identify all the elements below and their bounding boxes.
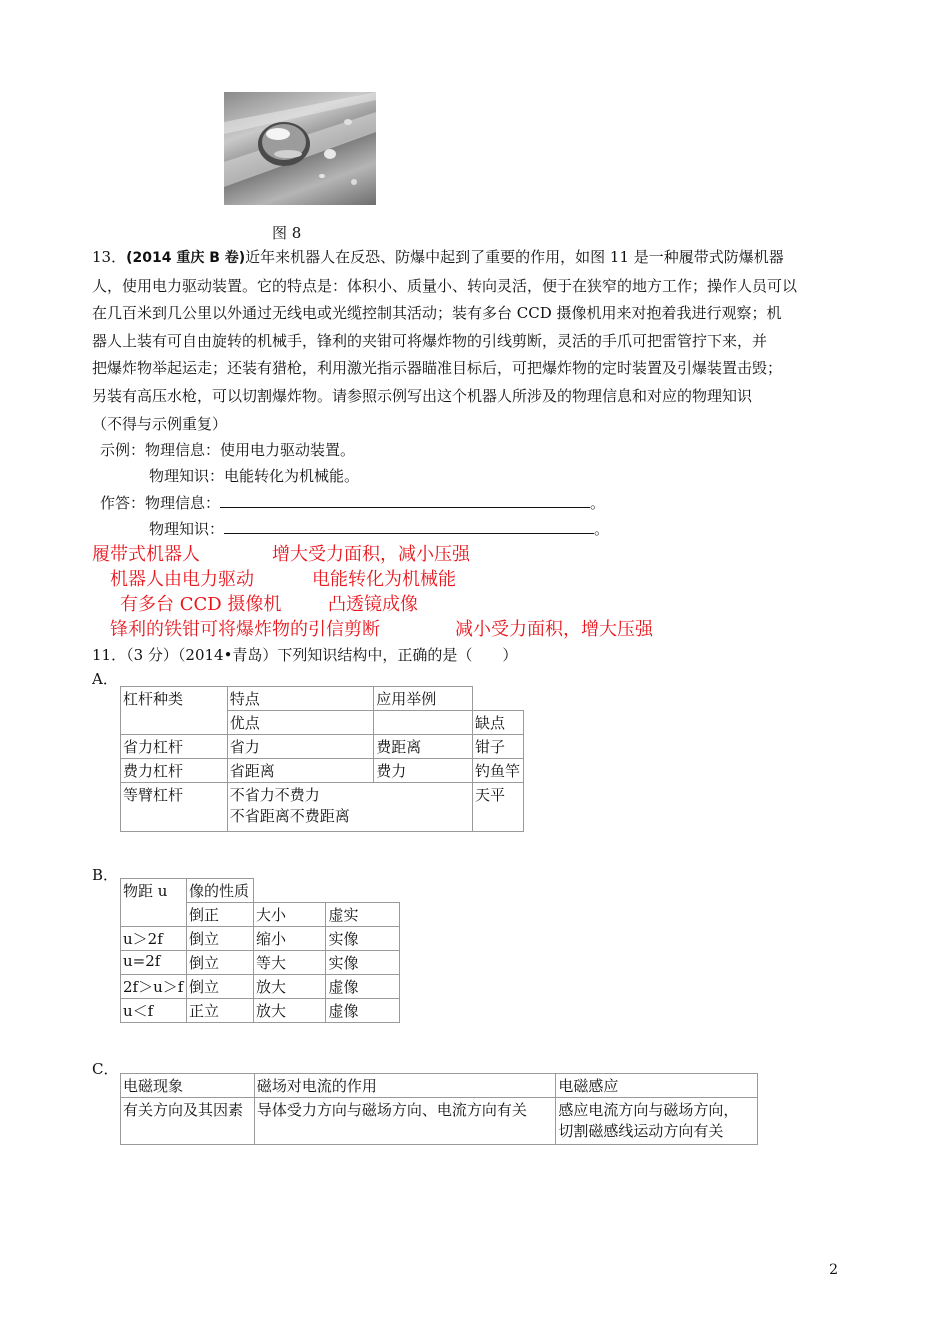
q13-line-5: 把爆炸物举起运走；还装有猎枪，利用激光指示器瞄准目标后，可把爆炸物的定时装置及引爆装置击毁； xyxy=(92,359,783,378)
lever-header-empty xyxy=(472,687,523,711)
table-cell: 倒立 xyxy=(186,975,253,999)
table-cell: 费力 xyxy=(374,759,473,783)
table-cell: 倒立 xyxy=(186,927,253,951)
lever-header-example: 应用举例 xyxy=(374,687,473,711)
answer-knowledge-line: 物理知识： 。 xyxy=(149,516,609,542)
table-row xyxy=(121,735,524,759)
table-row xyxy=(121,759,524,783)
table-cell: 天平 xyxy=(472,783,523,832)
table-row xyxy=(121,927,400,951)
lever-header-type: 杠杆种类 xyxy=(121,687,228,735)
table-cell: 不省力不费力 不省距离不费距离 xyxy=(227,783,472,832)
answer-2-knowledge: 电能转化为机械能 xyxy=(312,569,456,590)
table-cell: 实像 xyxy=(326,951,400,975)
figure-caption: 图 8 xyxy=(272,224,302,242)
answer-2-info: 机器人由电力驱动 xyxy=(110,569,254,590)
answer-3-knowledge: 凸透镜成像 xyxy=(328,594,418,615)
lens-table xyxy=(120,878,400,1023)
answer-1-knowledge: 增大受力面积，减小压强 xyxy=(272,544,470,565)
table-cell: 费力杠杆 xyxy=(121,759,228,783)
table-row xyxy=(121,783,524,832)
em-header-phenomenon: 电磁现象 xyxy=(121,1074,255,1098)
water-droplet-photo xyxy=(224,92,376,205)
example-knowledge-line: 物理知识：电能转化为机械能。 xyxy=(149,467,360,485)
lever-header-feature: 特点 xyxy=(227,687,373,711)
table-cell: 等臂杠杆 xyxy=(121,783,228,832)
table-cell: 省力杠杆 xyxy=(121,735,228,759)
table-cell: u=2f xyxy=(121,951,187,975)
table-cell: 感应电流方向与磁场方向， 切割磁感线运动方向有关 xyxy=(556,1098,758,1145)
answer-1-info: 履带式机器人 xyxy=(92,544,200,565)
table-cell: 等大 xyxy=(253,951,326,975)
em-header-induction: 电磁感应 xyxy=(556,1074,758,1098)
table-cell: 2f＞u＞f xyxy=(121,975,187,999)
q13-line-1: 13．(2014 重庆 B 卷)近年来机器人在反恐、防爆中起到了重要的作用，如图 11 是一种履带式防爆机器 xyxy=(92,248,784,266)
table-cell: 省力 xyxy=(227,735,373,759)
table-cell: 导体受力方向与磁场方向、电流方向有关 xyxy=(254,1098,555,1145)
table-cell: 费距离 xyxy=(374,735,473,759)
table-cell: u＜f xyxy=(121,999,187,1023)
table-row xyxy=(121,999,400,1023)
table-cell: 省距离 xyxy=(227,759,373,783)
table-cell: 缩小 xyxy=(253,927,326,951)
table-cell: 虚像 xyxy=(326,999,400,1023)
table-cell: 钳子 xyxy=(472,735,523,759)
example-info-line: 示例：物理信息：使用电力驱动装置。 xyxy=(100,441,356,459)
option-b-label[interactable]: B． xyxy=(92,866,119,884)
table-cell: 虚像 xyxy=(326,975,400,999)
table-cell: 钓鱼竿 xyxy=(472,759,523,783)
table-cell: u＞2f xyxy=(121,927,187,951)
question-11-stem: 11．（3 分）（2014•青岛）下列知识结构中，正确的是（ ） xyxy=(92,646,518,664)
answer-info-blank[interactable] xyxy=(220,491,590,508)
table-cell: 实像 xyxy=(326,927,400,951)
droplet-illustration xyxy=(224,92,376,205)
q13-line-7: （不得与示例重复） xyxy=(92,414,228,433)
lever-sub-empty xyxy=(374,711,473,735)
q13-line-6: 另装有高压水枪，可以切割爆炸物。请参照示例写出这个机器人所涉及的物理信息和对应的物理知识 xyxy=(92,386,753,405)
answer-4-info: 锋利的铁钳可将爆炸物的引信剪断 xyxy=(110,619,380,640)
q13-line-3: 在几百米到几公里以外通过无线电或光缆控制其活动；装有多台 CCD 摄像机用来对抱着我进行观察；机 xyxy=(92,304,782,323)
electromagnetism-table xyxy=(120,1073,758,1145)
table-cell: 放大 xyxy=(253,999,326,1023)
option-a-label[interactable]: A． xyxy=(92,670,118,688)
q13-line-4: 器人上装有可自由旋转的机械手，锋利的夹钳可将爆炸物的引线剪断，灵活的手爪可把雷管拧下来，并 xyxy=(92,331,768,350)
answer-info-line: 作答：物理信息： 。 xyxy=(100,490,605,516)
table-row xyxy=(121,1098,758,1145)
lever-sub-advantage: 优点 xyxy=(227,711,373,735)
table-row xyxy=(121,951,400,975)
table-cell: 放大 xyxy=(253,975,326,999)
q13-line-2: 人，使用电力驱动装置。它的特点是：体积小、质量小、转向灵活，便于在狭窄的地方工作；操作人员可以 xyxy=(92,276,798,295)
lens-sub-size: 大小 xyxy=(253,903,326,927)
lever-sub-disadvantage: 缺点 xyxy=(472,711,523,735)
answer-knowledge-blank[interactable] xyxy=(224,517,594,534)
lens-sub-real-virtual: 虚实 xyxy=(326,903,400,927)
lens-header-distance: 物距 u xyxy=(121,879,187,927)
question-13 xyxy=(92,244,840,438)
q13-source: (2014 重庆 B 卷) xyxy=(126,250,246,266)
lens-header-property: 像的性质 xyxy=(186,879,253,903)
lens-sub-orientation: 倒正 xyxy=(186,903,253,927)
table-cell: 有关方向及其因素 xyxy=(121,1098,255,1145)
table-row xyxy=(121,975,400,999)
answer-4-knowledge: 减小受力面积，增大压强 xyxy=(455,619,653,640)
table-cell: 倒立 xyxy=(186,951,253,975)
option-c-label[interactable]: C． xyxy=(92,1060,119,1078)
em-header-force: 磁场对电流的作用 xyxy=(254,1074,555,1098)
lever-table xyxy=(120,686,524,832)
table-cell: 正立 xyxy=(186,999,253,1023)
answer-3-info: 有多台 CCD 摄像机 xyxy=(120,594,282,615)
page-number: 2 xyxy=(829,1262,838,1278)
